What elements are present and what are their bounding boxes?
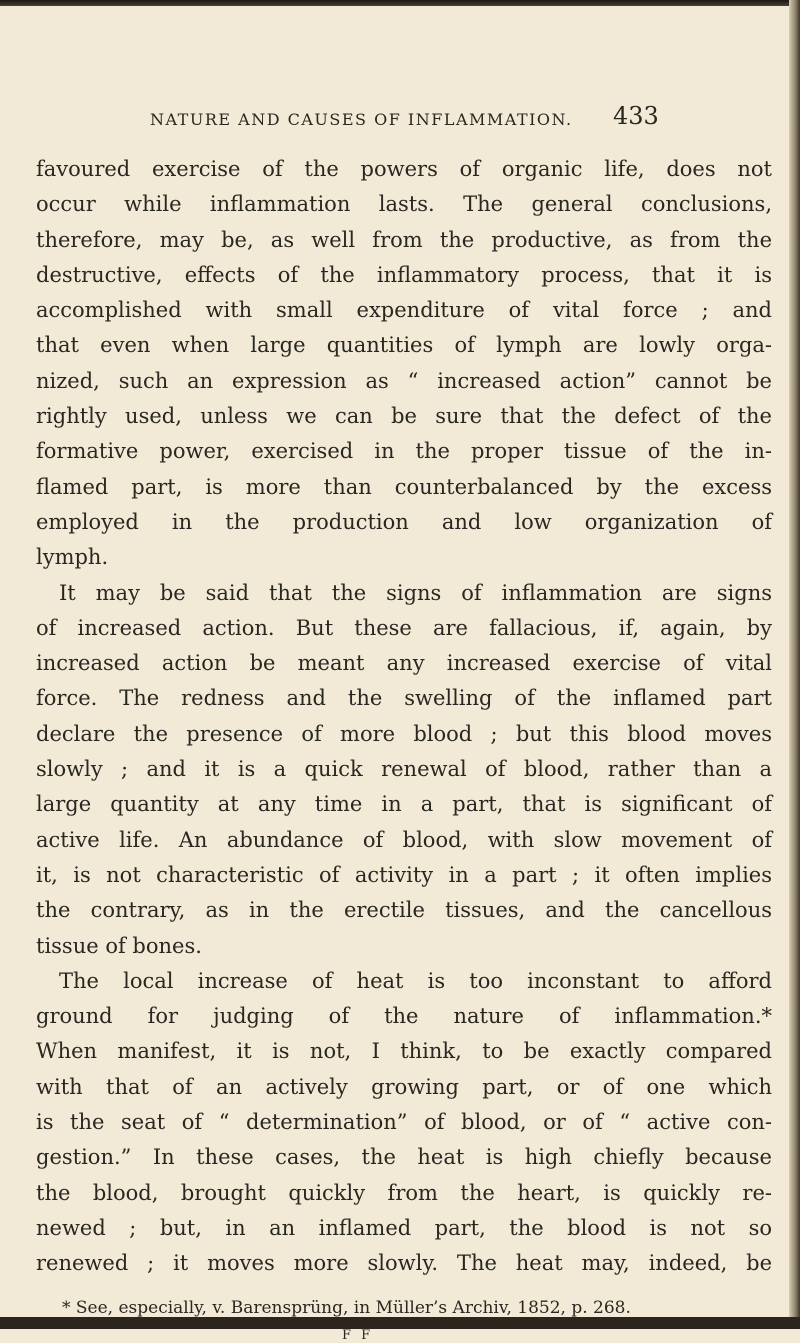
text-line: force. The redness and the swelling of the inflamed part [36, 686, 772, 711]
text-line: the blood, brought quickly from the heart, is quickly re- [36, 1180, 772, 1205]
text-line: rightly used, unless we can be sure that the defect of the [36, 404, 772, 429]
text-line: renewed ; it moves more slowly. The heat may, indeed, be [36, 1251, 772, 1276]
text-line: formative power, exercised in the proper tissue of the in- [36, 439, 772, 464]
text-line: active life. An abundance of blood, with slow movement of [36, 827, 772, 852]
text-line: newed ; but, in an inflamed part, the blood is not so [36, 1215, 772, 1240]
page-bottom-border [0, 1317, 800, 1329]
page-right-edge [789, 0, 800, 1329]
text-line: nized, such an expression as “ increased action” cannot be [36, 368, 772, 393]
signature-mark: F F [342, 1328, 374, 1343]
text-line: flamed part, is more than counterbalanced by the excess [36, 474, 772, 499]
text-line: increased action be meant any increased exercise of vital [36, 651, 772, 676]
running-head: NATURE AND CAUSES OF INFLAMMATION. [150, 110, 573, 129]
text-line: When manifest, it is not, I think, to be exactly compared [36, 1039, 772, 1064]
page-number: 433 [613, 102, 659, 130]
text-line: employed in the production and low organization of [36, 509, 772, 534]
text-line: gestion.” In these cases, the heat is high chiefly because [36, 1145, 772, 1170]
text-line: lymph. [36, 545, 109, 570]
text-line: of increased action. But these are fallacious, if, again, by [36, 615, 772, 640]
text-line: occur while inflammation lasts. The general conclusions, [36, 192, 772, 217]
body-text [36, 152, 772, 1282]
text-line: It may be said that the signs of inflammation are signs [59, 580, 772, 605]
text-line: destructive, effects of the inflammatory process, that it is [36, 262, 772, 287]
text-line: that even when large quantities of lymph are lowly orga- [36, 333, 772, 358]
footnote: * See, especially, v. Barensprüng, in Müller’s Archiv, 1852, p. 268. [62, 1298, 631, 1318]
text-line: favoured exercise of the powers of organic life, does not [36, 157, 772, 181]
text-line: accomplished with small expenditure of vital force ; and [36, 298, 772, 323]
text-line: The local increase of heat is too inconstant to afford [59, 968, 772, 993]
text-line: the contrary, as in the erectile tissues, and the cancellous [36, 898, 772, 923]
text-line: therefore, may be, as well from the productive, as from the [36, 227, 772, 252]
text-line: ground for judging of the nature of inflammation.* [36, 1004, 772, 1029]
text-line: large quantity at any time in a part, that is significant of [36, 792, 772, 817]
text-line: is the seat of “ determination” of blood, or of “ active con- [36, 1110, 772, 1135]
page-top-border [0, 0, 800, 6]
text-line: slowly ; and it is a quick renewal of blood, rather than a [36, 757, 772, 782]
text-line: tissue of bones. [36, 933, 202, 958]
text-line: with that of an actively growing part, or of one which [36, 1074, 772, 1099]
text-line: declare the presence of more blood ; but this blood moves [36, 721, 772, 746]
text-line: it, is not characteristic of activity in a part ; it often implies [36, 862, 772, 887]
